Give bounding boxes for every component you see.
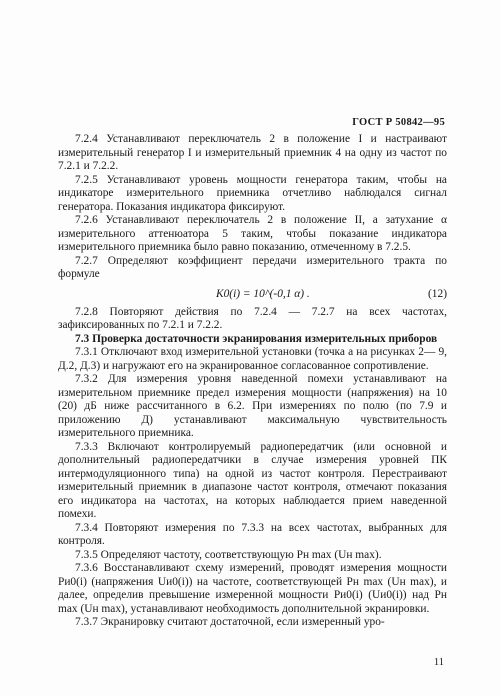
- section-heading-7-3: 7.3 Проверка достаточности экранирования измерительных приборов: [75, 332, 438, 345]
- paragraph-7-3-7: 7.3.7 Экранировку считают достаточной, если измеренный уро-: [75, 616, 385, 628]
- page-body: [58, 133, 447, 630]
- paragraph-7-2-6: 7.2.6 Устанавливают переключатель 2 в положение II, а затухание α измерительного аттенюатора 5 таким, чтобы показание индикатора измерительного приемника было равно показанию, отмеченному в 7.2.5.: [58, 214, 447, 253]
- paragraph-7-3-6: 7.3.6 Восстанавливают схему измерений, проводят измерения мощности Pи0(i) (напряжения Uи0(i)) на частоте, соответствующей Pн max (Uн max), и далее, определив превышение измеренной мощности Pи0(i) (Uи0(i)) над Pн max (Uн max), устанавливают необходимость дополнительной экранировки.: [58, 562, 447, 615]
- page-number: 11: [433, 657, 444, 668]
- paragraph-7-3-2: 7.3.2 Для измерения уровня наведенной помехи устанавливают на измерительном приемнике предел измерения мощности (напряжения) на 10 (20) дБ ниже рассчитанного в 6.2. При измерениях по полю (по 7.9 и приложению Д) устанавливают максимальную чувствительность измерительного приемника.: [58, 373, 447, 439]
- paragraph-7-3-4: 7.3.4 Повторяют измерения по 7.3.3 на всех частотах, выбранных для контроля.: [58, 521, 447, 547]
- paragraph-7-3-1: 7.3.1 Отключают вход измерительной установки (точка а на рисунках 2— 9, Д.2, Д.3) и нагружают его на экранированное согласованное сопротивление.: [58, 346, 447, 372]
- document-code-header: ГОСТ Р 50842—95: [352, 117, 445, 128]
- formula-number: (12): [428, 287, 447, 300]
- paragraph-7-2-7: 7.2.7 Определяют коэффициент передачи измерительного тракта по формуле: [58, 254, 447, 280]
- paragraph-7-2-5: 7.2.5 Устанавливают уровень мощности генератора таким, чтобы на индикаторе измерительного приемника отчетливо наблюдался сигнал генератора. Показания индикатора фиксируют.: [58, 173, 447, 213]
- paragraph-7-3-3: 7.3.3 Включают контролируемый радиопередатчик (или основной и дополнительный радиопередатчики в случае измерения уровней ПК интермодуляционного типа) на одной из частот контроля. Перестраивают измерительный приемник в диапазоне частот контроля, отмечают показания его индикатора на частотах, на которых наблюдается прием наведенной помехи.: [58, 440, 447, 520]
- formula-expression: K0(i) = 10^(-0,1 α) .: [216, 287, 310, 300]
- formula-12: [58, 285, 447, 304]
- paragraph-7-2-8: 7.2.8 Повторяют действия по 7.2.4 — 7.2.7 на всех частотах, зафиксированных по 7.2.1 и 7.2.2.: [58, 305, 447, 331]
- paragraph-7-3-5: 7.3.5 Определяют частоту, соответствующую Pн max (Uн max).: [75, 548, 382, 561]
- paragraph-7-2-4: 7.2.4 Устанавливают переключатель 2 в положение I и настраивают измерительный генератор I и измерительный приемник 4 на одну из частот по 7.2.1 и 7.2.2.: [58, 133, 447, 172]
